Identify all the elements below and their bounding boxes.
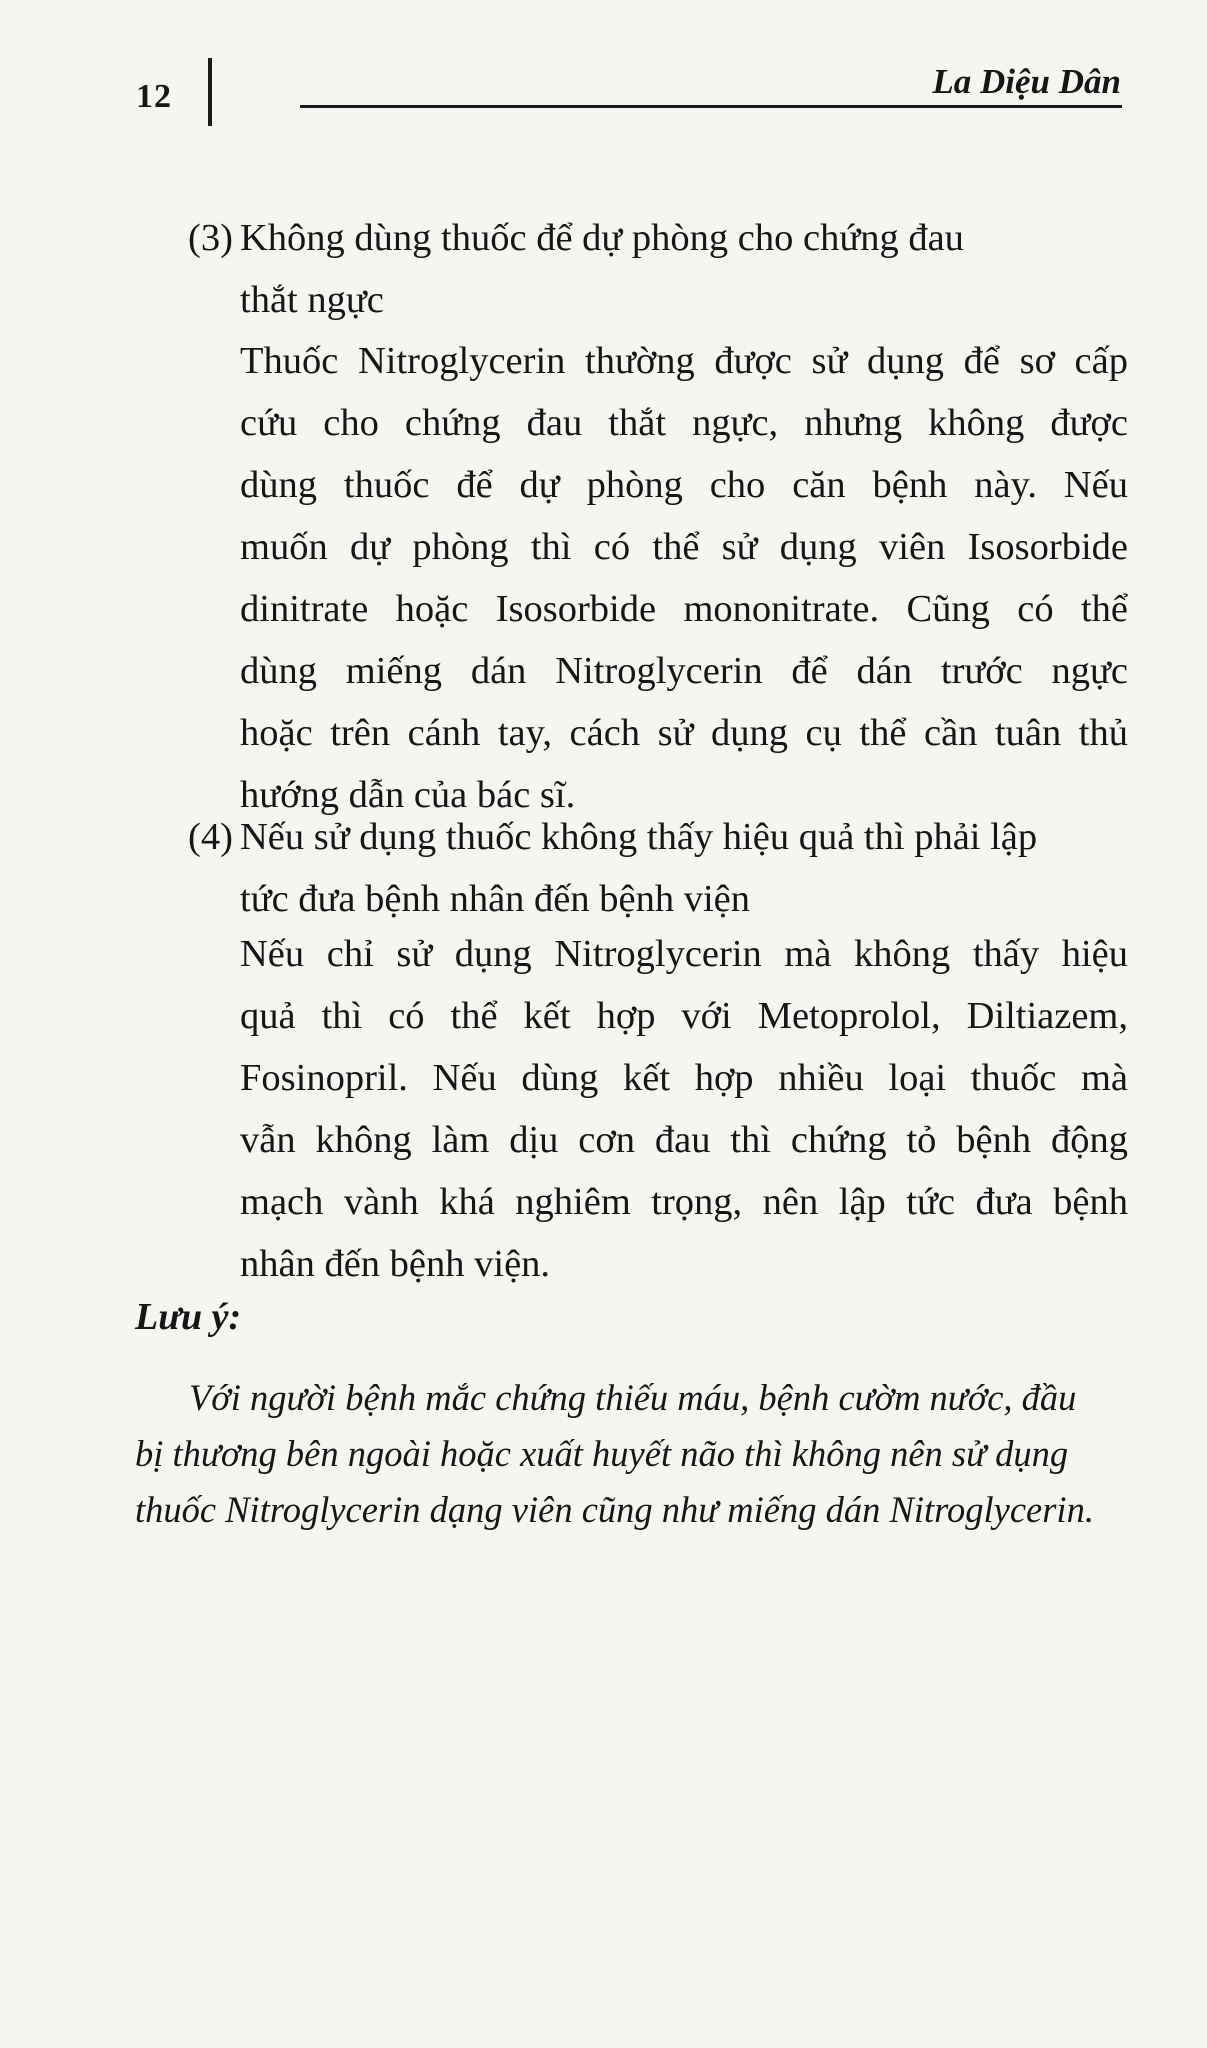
item-3-heading xyxy=(188,207,1128,331)
paragraph-line: cứu cho chứng đau thắt ngực, nhưng không được xyxy=(240,402,1128,444)
paragraph-line: dùng miếng dán Nitroglycerin để dán trước ngực xyxy=(240,650,1128,692)
paragraph-line: dùng thuốc để dự phòng cho căn bệnh này. Nếu xyxy=(240,464,1128,506)
paragraph-line: hướng dẫn của bác sĩ. xyxy=(240,774,576,816)
paragraph-line: nhân đến bệnh viện. xyxy=(240,1243,551,1285)
paragraph-line: dinitrate hoặc Isosorbide mononitrate. Cũng có thể xyxy=(240,588,1128,630)
item-4-heading xyxy=(188,806,1128,930)
paragraph-line: muốn dự phòng thì có thể sử dụng viên Isosorbide xyxy=(240,526,1128,568)
header-rule xyxy=(300,105,1122,108)
note-body xyxy=(135,1370,1113,1538)
paragraph-line: quả thì có thể kết hợp với Metoprolol, Diltiazem, xyxy=(240,995,1128,1037)
item-3-paragraph xyxy=(240,330,1128,826)
running-head-author: La Diệu Dân xyxy=(932,62,1121,101)
item-3-heading-line-1: Không dùng thuốc để dự phòng cho chứng đau xyxy=(240,217,964,259)
note-line: Với người bệnh mắc chứng thiếu máu, bệnh cườm nước, đầu xyxy=(189,1377,1077,1418)
paragraph-line: hoặc trên cánh tay, cách sử dụng cụ thể cần tuân thủ xyxy=(240,712,1128,754)
item-3-number: (3) xyxy=(188,217,233,259)
paragraph-line: vẫn không làm dịu cơn đau thì chứng tỏ bệnh động xyxy=(240,1119,1128,1161)
item-4-paragraph xyxy=(240,923,1128,1295)
paragraph-line: Nếu chỉ sử dụng Nitroglycerin mà không thấy hiệu xyxy=(240,933,1128,975)
paragraph-line: Fosinopril. Nếu dùng kết hợp nhiều loại thuốc mà xyxy=(240,1057,1128,1099)
note-title: Lưu ý: xyxy=(135,1296,242,1338)
item-4-heading-line-1: Nếu sử dụng thuốc không thấy hiệu quả thì phải lập xyxy=(240,816,1038,858)
paragraph-line: mạch vành khá nghiêm trọng, nên lập tức đưa bệnh xyxy=(240,1181,1128,1223)
note-line: thuốc Nitroglycerin dạng viên cũng như miếng dán Nitroglycerin. xyxy=(135,1489,1094,1530)
header-divider-vertical xyxy=(208,58,212,126)
note-line: bị thương bên ngoài hoặc xuất huyết não thì không nên sử dụng xyxy=(135,1433,1069,1474)
item-4-heading-line-2: tức đưa bệnh nhân đến bệnh viện xyxy=(240,878,750,920)
item-4-number: (4) xyxy=(188,816,233,858)
page-header xyxy=(0,0,1207,140)
item-3-heading-line-2: thắt ngực xyxy=(240,279,384,321)
paragraph-line: Thuốc Nitroglycerin thường được sử dụng để sơ cấp xyxy=(240,340,1128,382)
page-number: 12 xyxy=(136,78,172,115)
